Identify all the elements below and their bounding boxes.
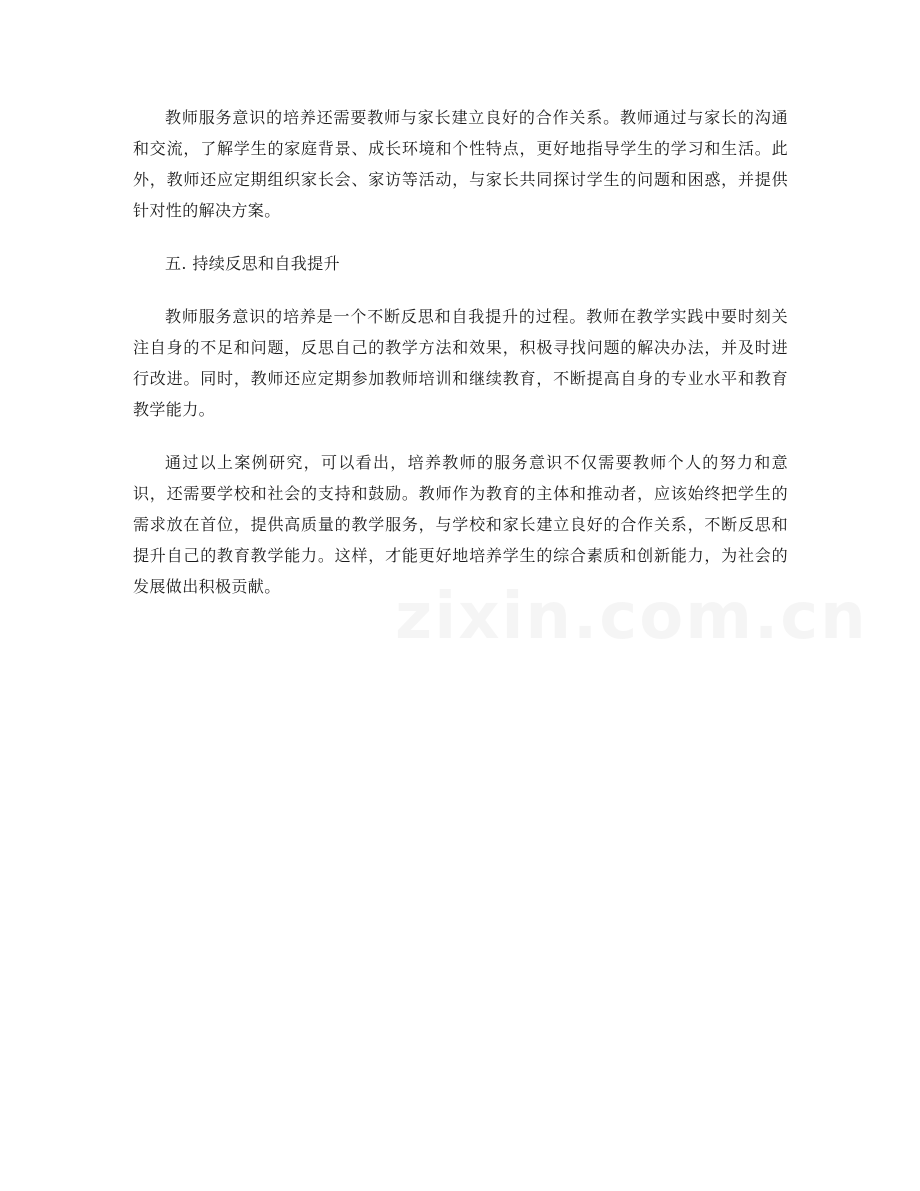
document-page [133,102,788,624]
paragraph-reflection: 教师服务意识的培养是一个不断反思和自我提升的过程。教师在教学实践中要时刻关注自身的不足和问题，反思自己的教学方法和效果，积极寻找问题的解决办法，并及时进行改进。同时，教师还应定期参加教师培训和继续教育，不断提高自身的专业水平和教育教学能力。 [133,307,788,419]
section-heading-reflection: 五. 持续反思和自我提升 [165,254,340,273]
paragraph-parent-cooperation: 教师服务意识的培养还需要教师与家长建立良好的合作关系。教师通过与家长的沟通和交流，了解学生的家庭背景、成长环境和个性特点，更好地指导学生的学习和生活。此外，教师还应定期组织家长会、家访等活动，与家长共同探讨学生的问题和困惑，并提供针对性的解决方案。 [133,108,788,220]
watermark [395,580,868,654]
paragraph-conclusion: 通过以上案例研究，可以看出，培养教师的服务意识不仅需要教师个人的努力和意识，还需要学校和社会的支持和鼓励。教师作为教育的主体和推动者，应该始终把学生的需求放在首位，提供高质量的教学服务，与学校和家长建立良好的合作关系，不断反思和提升自己的教育教学能力。这样，才能更好地培养学生的综合素质和创新能力，为社会的发展做出积极贡献。 [133,453,788,596]
